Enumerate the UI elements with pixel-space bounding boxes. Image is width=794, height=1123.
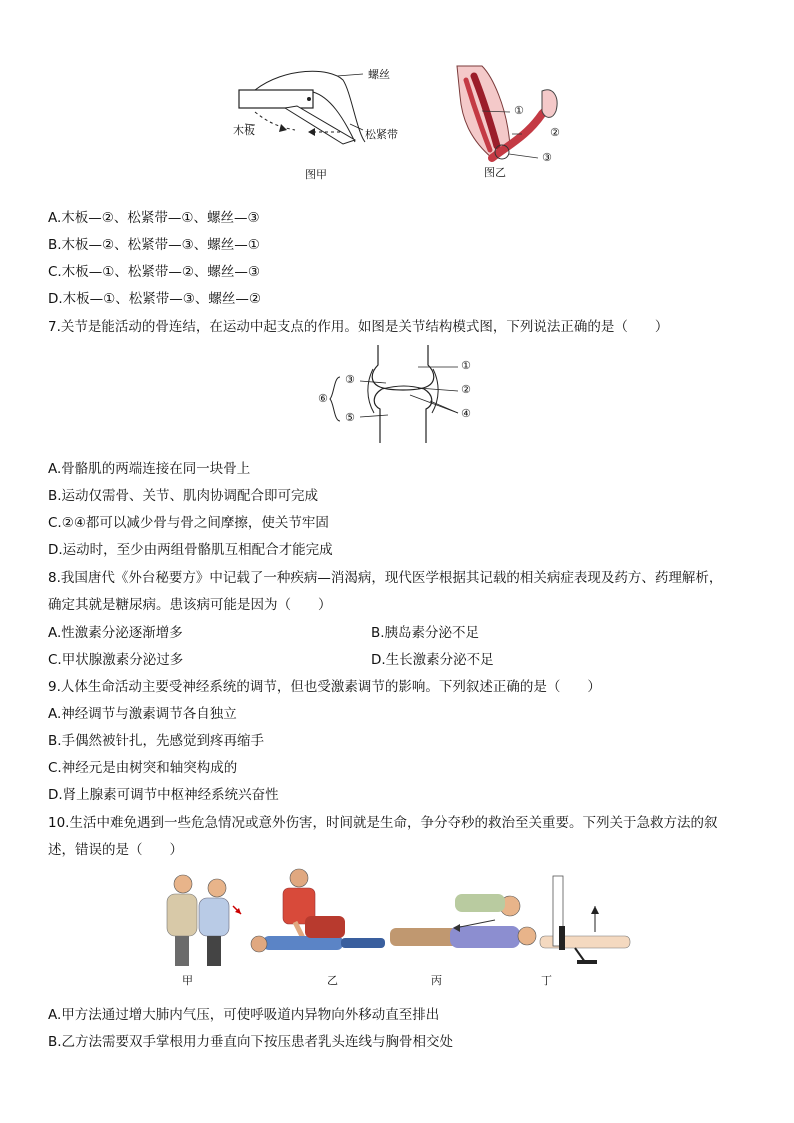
cpr-compression-icon [251, 869, 385, 952]
q6-option-a: A.木板—②、松紧带—①、螺丝—③ [48, 210, 260, 226]
q6-option-b: B.木板—②、松紧带—③、螺丝—① [48, 237, 260, 253]
q8-stem-line2: 确定其就是糖尿病。患该病可能是因为（ ） [48, 597, 332, 613]
label-yi-1: ① [514, 104, 524, 117]
label-joint-5: ⑤ [345, 411, 355, 424]
q9-option-d: D.肾上腺素可调节中枢神经系统兴奋性 [48, 787, 279, 803]
first-aid-figures [155, 866, 645, 994]
label-ding: 丁 [541, 974, 552, 987]
label-joint-1: ① [461, 359, 471, 372]
q9-option-b: B.手偶然被针扎，先感觉到疼再缩手 [48, 733, 265, 749]
arm-muscle-icon [452, 66, 582, 186]
q7-option-b: B.运动仅需骨、关节、肌肉协调配合即可完成 [48, 488, 319, 504]
q8-option-d: D.生长激素分泌不足 [371, 652, 494, 668]
q10-option-b: B.乙方法需要双手掌根用力垂直向下按压患者乳头连线与胸骨相交处 [48, 1034, 454, 1050]
label-muban: 木板 [233, 124, 255, 137]
figure-joint [318, 343, 488, 447]
label-bing: 丙 [431, 974, 442, 987]
heimlich-maneuver-icon [167, 875, 241, 966]
label-joint-2: ② [461, 383, 471, 396]
q8-stem-line1: 8.我国唐代《外台秘要方》中记载了一种疾病—消渴病，现代医学根据其记载的相关病症表现及药方、药理解析， [48, 570, 723, 586]
q8-option-b: B.胰岛素分泌不足 [371, 625, 480, 641]
label-joint-4: ④ [461, 407, 471, 420]
q8-option-c: C.甲状腺激素分泌过多 [48, 652, 184, 668]
label-yi: 乙 [327, 974, 338, 987]
rescue-breathing-icon [390, 894, 536, 948]
first-aid-illustration [155, 866, 645, 994]
figure-jia [225, 62, 425, 187]
tourniquet-icon [540, 876, 630, 964]
caption-yi: 图乙 [484, 166, 506, 179]
q6-option-d: D.木板—①、松紧带—③、螺丝—② [48, 291, 261, 307]
label-joint-6: ⑥ [318, 392, 328, 405]
label-yi-3: ③ [542, 151, 552, 164]
caption-jia: 图甲 [305, 168, 327, 181]
q7-option-a: A.骨骼肌的两端连接在同一块骨上 [48, 461, 251, 477]
figure-yi [452, 66, 582, 186]
q8-option-a: A.性激素分泌逐渐增多 [48, 625, 183, 641]
q9-option-a: A.神经调节与激素调节各自独立 [48, 706, 237, 722]
q6-option-c: C.木板—①、松紧带—②、螺丝—③ [48, 264, 261, 280]
label-songjindai: 松紧带 [365, 128, 398, 141]
q7-stem: 7.关节是能活动的骨连结，在运动中起支点的作用。如图是关节结构模式图，下列说法正确的是（ ） [48, 319, 669, 335]
label-jia: 甲 [182, 974, 193, 987]
label-luosi: 螺丝 [368, 68, 390, 81]
label-yi-2: ② [550, 126, 560, 139]
q10-option-a: A.甲方法通过增大肺内气压，可使呼吸道内异物向外移动直至排出 [48, 1007, 440, 1023]
q9-option-c: C.神经元是由树突和轴突构成的 [48, 760, 238, 776]
q9-stem: 9.人体生命活动主要受神经系统的调节，但也受激素调节的影响。下列叙述正确的是（ ） [48, 679, 601, 695]
q7-option-d: D.运动时，至少由两组骨骼肌互相配合才能完成 [48, 542, 333, 558]
q10-stem-line1: 10.生活中难免遇到一些危急情况或意外伤害，时间就是生命，争分夺秒的救治至关重要。下列关于急救方法的叙 [48, 815, 718, 831]
q10-stem-line2: 述，错误的是（ ） [48, 842, 183, 858]
q7-option-c: C.②④都可以减少骨与骨之间摩擦，使关节牢固 [48, 515, 329, 531]
label-joint-3: ③ [345, 373, 355, 386]
